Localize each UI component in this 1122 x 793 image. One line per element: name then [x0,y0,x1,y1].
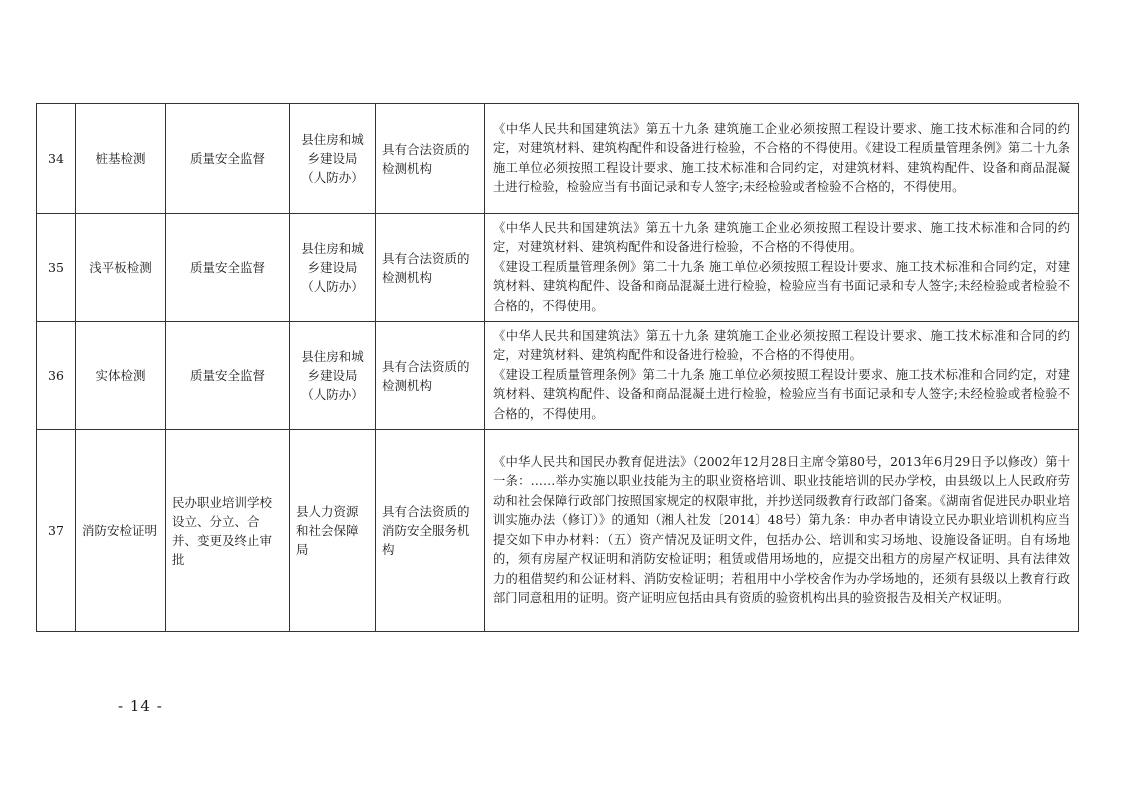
legal-basis [485,104,1079,214]
department: 县人力资源和社会保障局 [290,430,376,632]
department: 县住房和城乡建设局（人防办） [290,214,376,322]
legal-basis-paragraph: 《中华人民共和国民办教育促进法》（2002年12月28日主席令第80号，2013年6月29日予以修改）第十一条：……举办实施以职业技能为主的职业资格培训、职业技能培训的民办学校，由县级以上人民政府劳动和社会保障行政部门按照国家规定的权限审批，并抄送同级教育行政部门备案。《湖南省促进民办职业培训实施办法（修订）》的通知（湘人社发〔2014〕48号）第九条：申办者申请设立民办职业培训机构应当提交如下申办材料：（五）资产情况及证明文件，包括办公、培训和实习场地、设施设备证明。自有场地的，须有房屋产权证明和消防安检证明；租赁或借用场地的，应提交出租方的房屋产权证明、具有法律效力的租借契约和公证材料、消防安检证明；若租用中小学校舍作为办学场地的，还须有县级以上教育行政部门同意租用的证明。资产证明应包括由具有资质的验资机构出具的验资报告及相关产权证明。 [493,454,1070,605]
service-organization: 具有合法资质的检测机构 [376,322,485,430]
services-table [36,103,1079,632]
row-number: 35 [37,214,76,322]
approval-category: 民办职业培训学校设立、分立、合并、变更及终止审批 [166,430,290,632]
table-row [37,104,1079,214]
department: 县住房和城乡建设局（人防办） [290,322,376,430]
service-name: 桩基检测 [76,104,166,214]
legal-basis-paragraph: 《中华人民共和国建筑法》第五十九条 建筑施工企业必须按照工程设计要求、施工技术标准和合同的约定，对建筑材料、建筑构配件和设备进行检验，不合格的不得使用。 [493,220,1070,255]
service-organization: 具有合法资质的消防安全服务机构 [376,430,485,632]
legal-basis [485,322,1079,430]
service-organization: 具有合法资质的检测机构 [376,214,485,322]
approval-category: 质量安全监督 [166,104,290,214]
service-organization: 具有合法资质的检测机构 [376,104,485,214]
service-name: 浅平板检测 [76,214,166,322]
service-name: 消防安检证明 [76,430,166,632]
approval-category: 质量安全监督 [166,214,290,322]
service-name: 实体检测 [76,322,166,430]
legal-basis [485,430,1079,632]
row-number: 36 [37,322,76,430]
table-row [37,430,1079,632]
row-number: 37 [37,430,76,632]
legal-basis-paragraph: 《中华人民共和国建筑法》第五十九条 建筑施工企业必须按照工程设计要求、施工技术标准和合同的约定，对建筑材料、建筑构配件和设备进行检验，不合格的不得使用。 [493,328,1070,363]
row-number: 34 [37,104,76,214]
legal-basis-paragraph: 《建设工程质量管理条例》第二十九条 施工单位必须按照工程设计要求、施工技术标准和合同约定，对建筑材料、建筑构配件、设备和商品混凝土进行检验，检验应当有书面记录和专人签字;未经检验或者检验不合格的，不得使用。 [493,367,1070,421]
page-number: - 14 - [118,697,163,715]
department: 县住房和城乡建设局（人防办） [290,104,376,214]
legal-basis-paragraph: 《中华人民共和国建筑法》第五十九条 建筑施工企业必须按照工程设计要求、施工技术标准和合同的约定，对建筑材料、建筑构配件和设备进行检验，不合格的不得使用。《建设工程质量管理条例》第二十九条 施工单位必须按照工程设计要求、施工技术标准和合同约定，对建筑材料、建筑构配件、设备和商品混凝土进行检验，检验应当有书面记录和专人签字;未经检验或者检验不合格的，不得使用。 [493,121,1070,194]
approval-category: 质量安全监督 [166,322,290,430]
legal-basis [485,214,1079,322]
table-row [37,322,1079,430]
legal-basis-paragraph: 《建设工程质量管理条例》第二十九条 施工单位必须按照工程设计要求、施工技术标准和合同约定，对建筑材料、建筑构配件、设备和商品混凝土进行检验，检验应当有书面记录和专人签字;未经检验或者检验不合格的，不得使用。 [493,259,1070,313]
table-row [37,214,1079,322]
